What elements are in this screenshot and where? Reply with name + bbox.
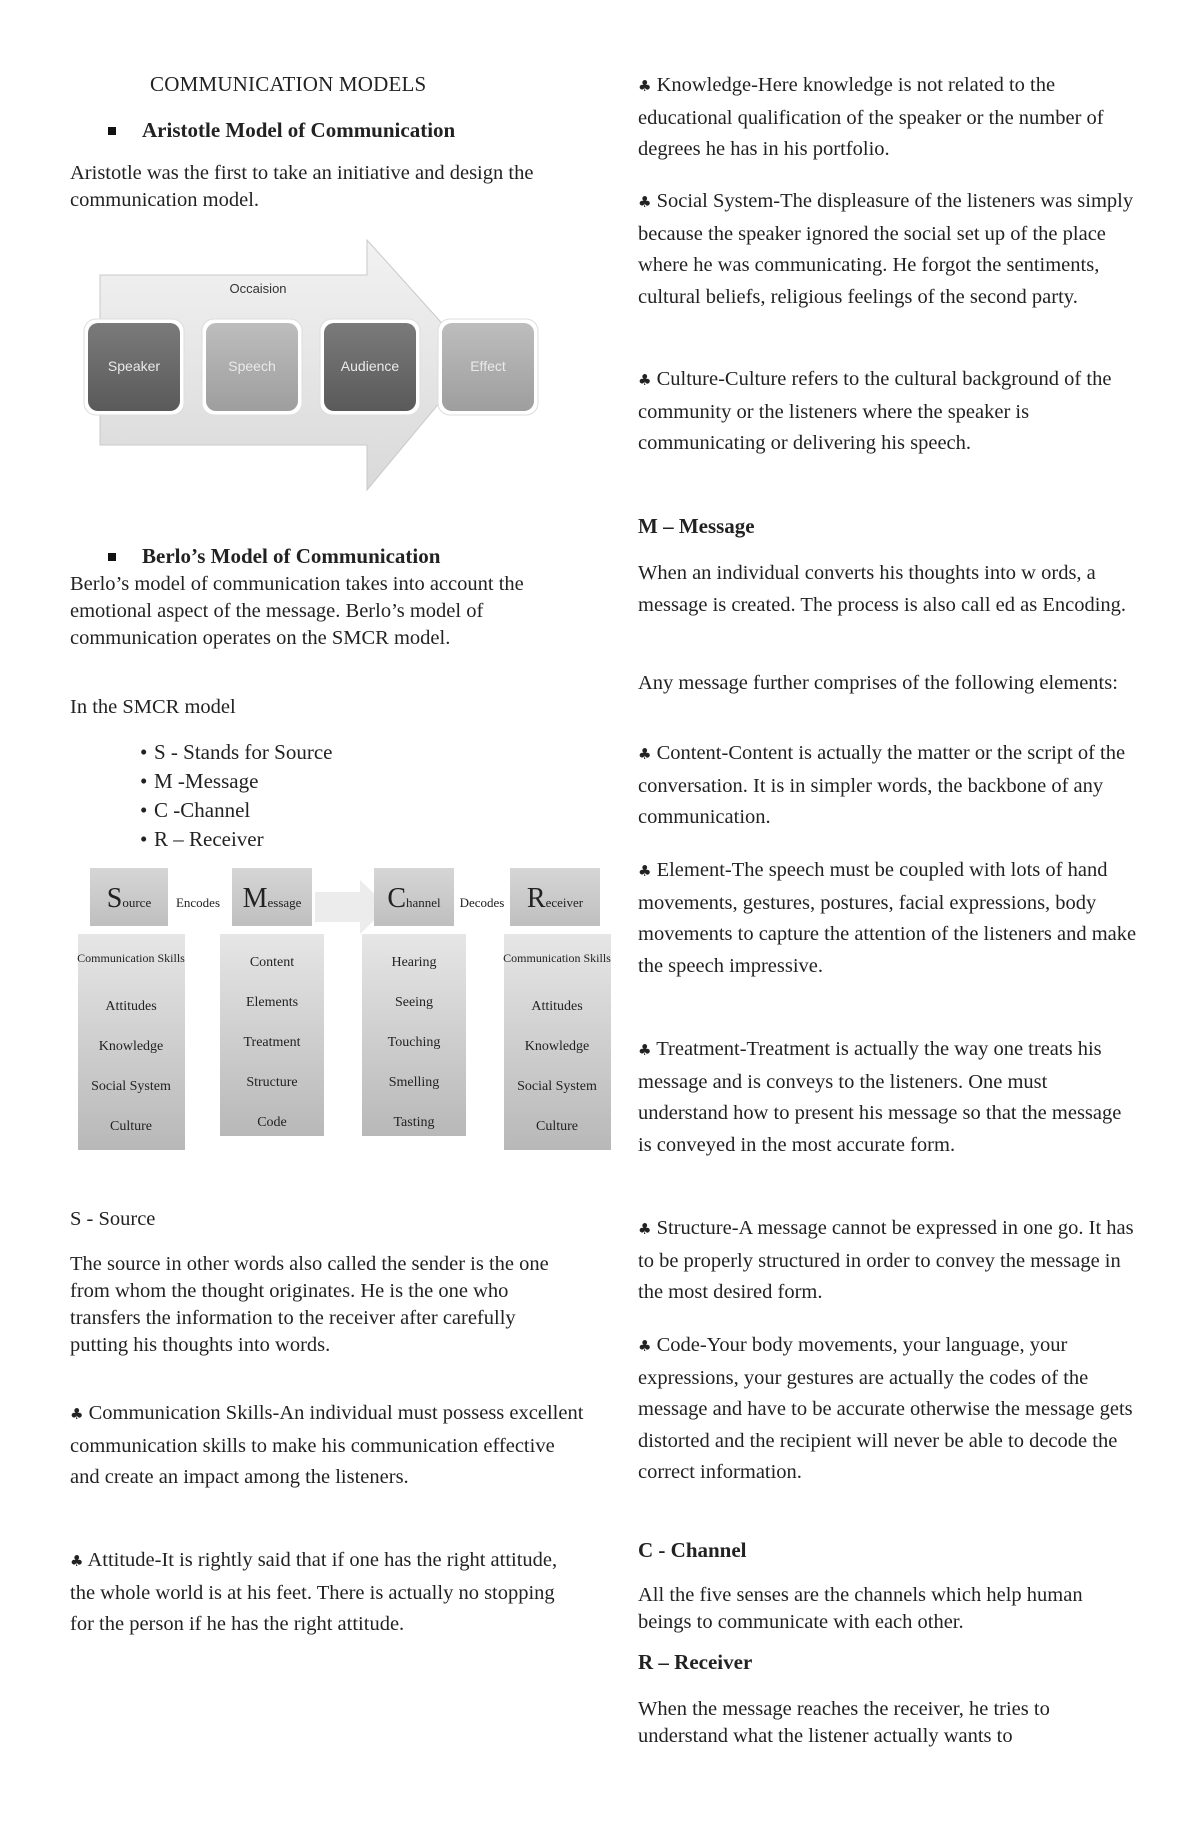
effect-box [438,319,538,415]
source-item: Social System [91,1079,171,1094]
receiver-heading: R – Receiver [638,1650,753,1674]
source-item: Attitudes [105,999,157,1014]
element-item [638,855,1138,982]
encodes-label: Encodes [175,895,221,910]
receiver-paragraph: When the message reaches the receiver, he tries to understand what the listener actually wants to [638,1698,1050,1747]
message-paragraph: When an individual converts his thoughts into w ords, a message is created. The process is also call ed as Encoding. [638,562,1127,616]
source-heading: S - Source [70,1208,156,1230]
club-icon: ♣ [638,862,652,880]
item-text: Treatment-Treatment is actually the way one treats his message and is conveys to the listeners. One must understand how to present his message so that the message is conveyed in the most accurate form. [638,1038,1122,1156]
item-text: Content-Content is actually the matter or the script of the conversation. It is in simpler words, the backbone of any communication. [638,742,1126,828]
item-text: Knowledge-Here knowledge is not related to the educational qualification of the speaker or the number of degrees he has in his portfolio. [638,74,1104,160]
berlo-intro: Berlo’s model of communication takes into account the emotional aspect of the message. Berlo’s model of communication operates on the SMCR model. [70,573,524,649]
receiver-item: Attitudes [531,999,583,1014]
receiver-column [503,868,611,1150]
audience-box [320,319,420,415]
channel-item: Tasting [393,1115,435,1130]
channel-paragraph: All the five senses are the channels which help human beings to communicate with each other. [638,1584,1083,1633]
speech-label: Speech [228,358,276,374]
message-item: Content [249,955,295,970]
item-text: Attitude-It is rightly said that if one has the right attitude, the whole world is at his feet. There is actually no stopping for the person if he has the right attitude. [70,1549,558,1635]
item-text: Element-The speech must be coupled with lots of hand movements, gestures, postures, facial expressions, body movements to capture the attention of the listeners and make the speech impressive. [638,859,1137,977]
source-rest: ource [122,895,152,910]
source-item: Communication Skills [77,951,185,965]
occasion-label: Occaision [229,281,287,296]
channel-initial: C [387,883,407,914]
item-text: Culture-Culture refers to the cultural background of the community or the listeners where the speaker is communicating or delivering his speech. [638,368,1112,454]
source-item: Culture [110,1119,152,1134]
message-rest: essage [267,895,302,910]
list-item: • C -Channel [140,796,332,825]
receiver-rest: eceiver [545,895,584,910]
channel-item: Hearing [391,955,437,970]
source-column [77,868,185,1150]
receiver-item: Communication Skills [503,951,611,965]
code-item [638,1330,1138,1489]
club-icon: ♣ [638,1041,652,1059]
speaker-box [84,319,184,415]
club-icon: ♣ [70,1405,84,1423]
list-item: • M -Message [140,767,332,796]
message-item: Code [257,1115,287,1130]
decodes-label: Decodes [459,895,505,910]
message-heading: M – Message [638,514,755,538]
list-item: • R – Receiver [140,825,332,854]
channel-item: Seeing [394,995,434,1010]
message-item: Structure [246,1075,298,1090]
page-title: COMMUNICATION MODELS [150,72,427,96]
item-text: Structure-A message cannot be expressed in one go. It has to be properly structured in order to convey the message in the most desired form. [638,1217,1134,1303]
berlo-heading [142,544,440,569]
effect-label: Effect [470,358,506,374]
message-column [220,868,324,1136]
culture-item [638,364,1138,460]
source-paragraph: The source in other words also called the sender is the one from whom the thought originates. He is the one who transfers the information to the receiver after carefully putting his thoughts into words. [70,1253,549,1356]
communication-skills-item [70,1398,585,1494]
bullet-square-icon [108,127,116,135]
item-text: Code-Your body movements, your language, your expressions, your gestures are actually the codes of the message and have to be accurate otherwise the message gets distorted and the recipient will never be able to decode the correct information. [638,1334,1133,1483]
item-text: Social System-The displeasure of the listeners was simply because the speaker ignored the social set up of the place where he was communicating. He forgot the sentiments, cultural beliefs, religious feelings of the second party. [638,190,1134,308]
smcr-diagram [70,862,615,1152]
list-item: • S - Stands for Source [140,738,332,767]
club-icon: ♣ [638,371,652,389]
speech-box [202,319,302,415]
knowledge-item [638,70,1138,166]
treatment-item [638,1034,1138,1161]
channel-item: Touching [387,1035,441,1050]
message-initial: M [242,883,268,914]
aristotle-diagram [70,235,550,495]
berlo-heading-text: Berlo’s Model of Communication [142,544,441,568]
message-item: Elements [245,995,299,1010]
bullet-square-icon [108,553,116,561]
receiver-item: Culture [536,1119,578,1134]
club-icon: ♣ [638,77,652,95]
aristotle-heading-text: Aristotle Model of Communication [142,118,456,142]
club-icon: ♣ [638,745,652,763]
structure-item [638,1213,1138,1309]
smcr-list [140,738,332,854]
receiver-item: Knowledge [524,1039,590,1054]
speaker-label: Speaker [107,358,161,374]
message-elements-intro: Any message further comprises of the following elements: [638,672,1118,694]
attitude-item [70,1545,570,1641]
social-system-item [638,186,1138,313]
channel-rest: hannel [406,895,441,910]
item-text: Communication Skills-An individual must possess excellent communication skills to make his communication effective and create an impact among the listeners. [70,1402,584,1488]
source-initial: S [106,883,123,914]
audience-label: Audience [340,358,400,374]
club-icon: ♣ [638,1220,652,1238]
smcr-intro: In the SMCR model [70,696,236,718]
content-item [638,738,1138,834]
source-item: Knowledge [98,1039,164,1054]
aristotle-intro: Aristotle was the first to take an initiative and design the communication model. [70,162,534,211]
channel-heading: C - Channel [638,1538,747,1562]
message-item: Treatment [243,1035,301,1050]
channel-column [362,868,466,1136]
channel-item: Smelling [388,1075,440,1090]
aristotle-heading [142,118,455,143]
receiver-item: Social System [517,1079,597,1094]
club-icon: ♣ [638,1337,652,1355]
club-icon: ♣ [638,193,652,211]
receiver-initial: R [526,883,546,914]
club-icon: ♣ [70,1552,84,1570]
